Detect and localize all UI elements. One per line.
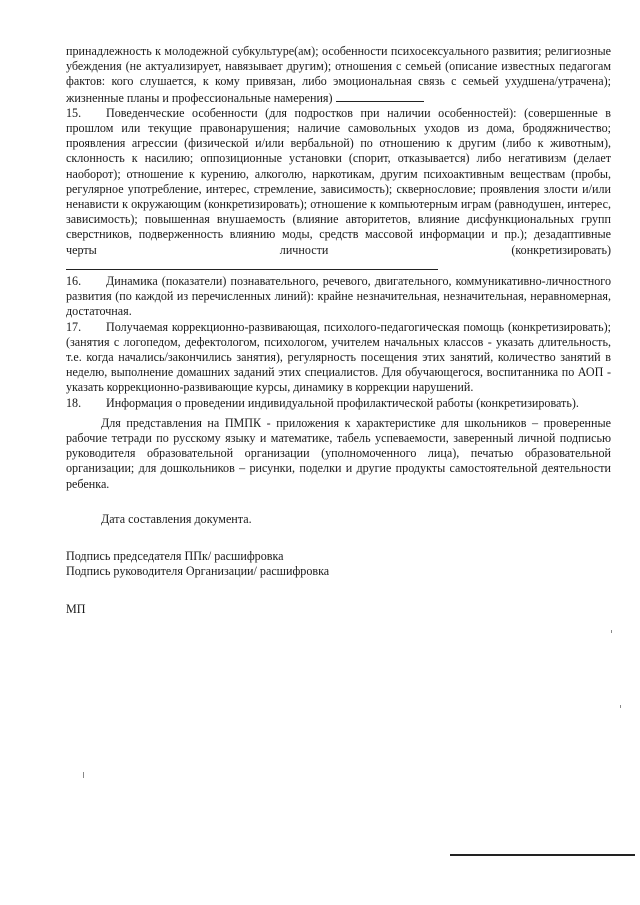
item-text: Информация о проведении индивидуальной профилактической работы (конкретизировать). xyxy=(106,395,579,410)
chair-signature-line: Подпись председателя ППк/ расшифровка xyxy=(66,549,284,564)
fill-in-line xyxy=(66,258,438,270)
stamp-placeholder: МП xyxy=(66,601,86,616)
item-number: 16. xyxy=(66,274,82,289)
item-number: 15. xyxy=(66,105,82,120)
attachment-paragraph: Для представления на ПМПК - приложения к характеристике для школьников – проверенные рабочие тетради по русскому языку и математике, табель успеваемости, заверенный личной подписью руководителя образовательной организации (уполномоченного лица), печатью образовательной организации; для дошкольников – рисунки, поделки и другие продукты самостоятельной деятельности ребенка. xyxy=(66,415,611,491)
item-number: 17. xyxy=(66,319,82,334)
fill-in-line xyxy=(336,90,424,102)
continuation-paragraph xyxy=(66,44,611,106)
item-text: Поведенческие особенности (для подростков при наличии особенностей): (совершенные в прошлом или текущие правонарушения; наличие самовольных уходов из дома, бродяжничество; проявления агрессии (физической и/или вербальной) по отношению к другим (либо к животным), склонность к насилию; оппозиционные установки (спорит, отказывается) либо негативизм (делает наоборот); отношение к курению, алкоголю, наркотикам, другим психоактивным веществам (пробы, регулярное употребление, интерес, стремление, зависимость); сквернословие; проявления злости и/или ненависти к окружающим (конкретизировать); отношение к компьютерным играм (равнодушен, интерес, зависимость); повышенная внушаемость (влияние авторитетов, влияние дисфункциональных групп сверстников, подверженность влиянию моды, средств массовой информации и пр.); дезадаптивные черты личности (конкретизировать) xyxy=(66,105,611,257)
scan-speck xyxy=(611,630,612,633)
item-16 xyxy=(66,274,611,320)
scan-artifact-line xyxy=(450,854,635,856)
continuation-text: принадлежность к молодежной субкультуре(ам); особенности психосексуального развития; религиозные убеждения (не актуализирует, навязывает другим); отношения с семьей (описание известных педагогам фактов: кого слушается, к кому привязан, либо эмоциональная связь с семьей ухудшена/утрачена); жизненные планы и профессиональные намерения) xyxy=(66,44,611,105)
item-text: Динамика (показатели) познавательного, речевого, двигательного, коммуникативно-личностного развития (по каждой из перечисленных линий): крайне незначительная, незначительная, неравномерная, достаточная. xyxy=(66,274,611,319)
document-body xyxy=(66,44,611,617)
scan-speck xyxy=(83,772,84,778)
scan-speck xyxy=(620,705,621,708)
item-18 xyxy=(66,396,611,411)
item-number: 18. xyxy=(66,395,82,410)
document-date-label: Дата составления документа. xyxy=(101,511,252,526)
head-signature-line: Подпись руководителя Организации/ расшифровка xyxy=(66,564,330,579)
item-15 xyxy=(66,106,611,274)
item-17 xyxy=(66,320,611,396)
item-text: Получаемая коррекционно-развивающая, психолого-педагогическая помощь (конкретизировать); (занятия с логопедом, дефектологом, психологом, учителем начальных классов - указать длительность, т.е. когда начались/закончились занятия), регулярность посещения этих занятий, количество занятий в неделю, выполнение домашних заданий этих специалистов. Для обучающегося, воспитанника по АОП - указать коррекционно-развивающие курсы, динамику в коррекции нарушений. xyxy=(66,319,611,395)
